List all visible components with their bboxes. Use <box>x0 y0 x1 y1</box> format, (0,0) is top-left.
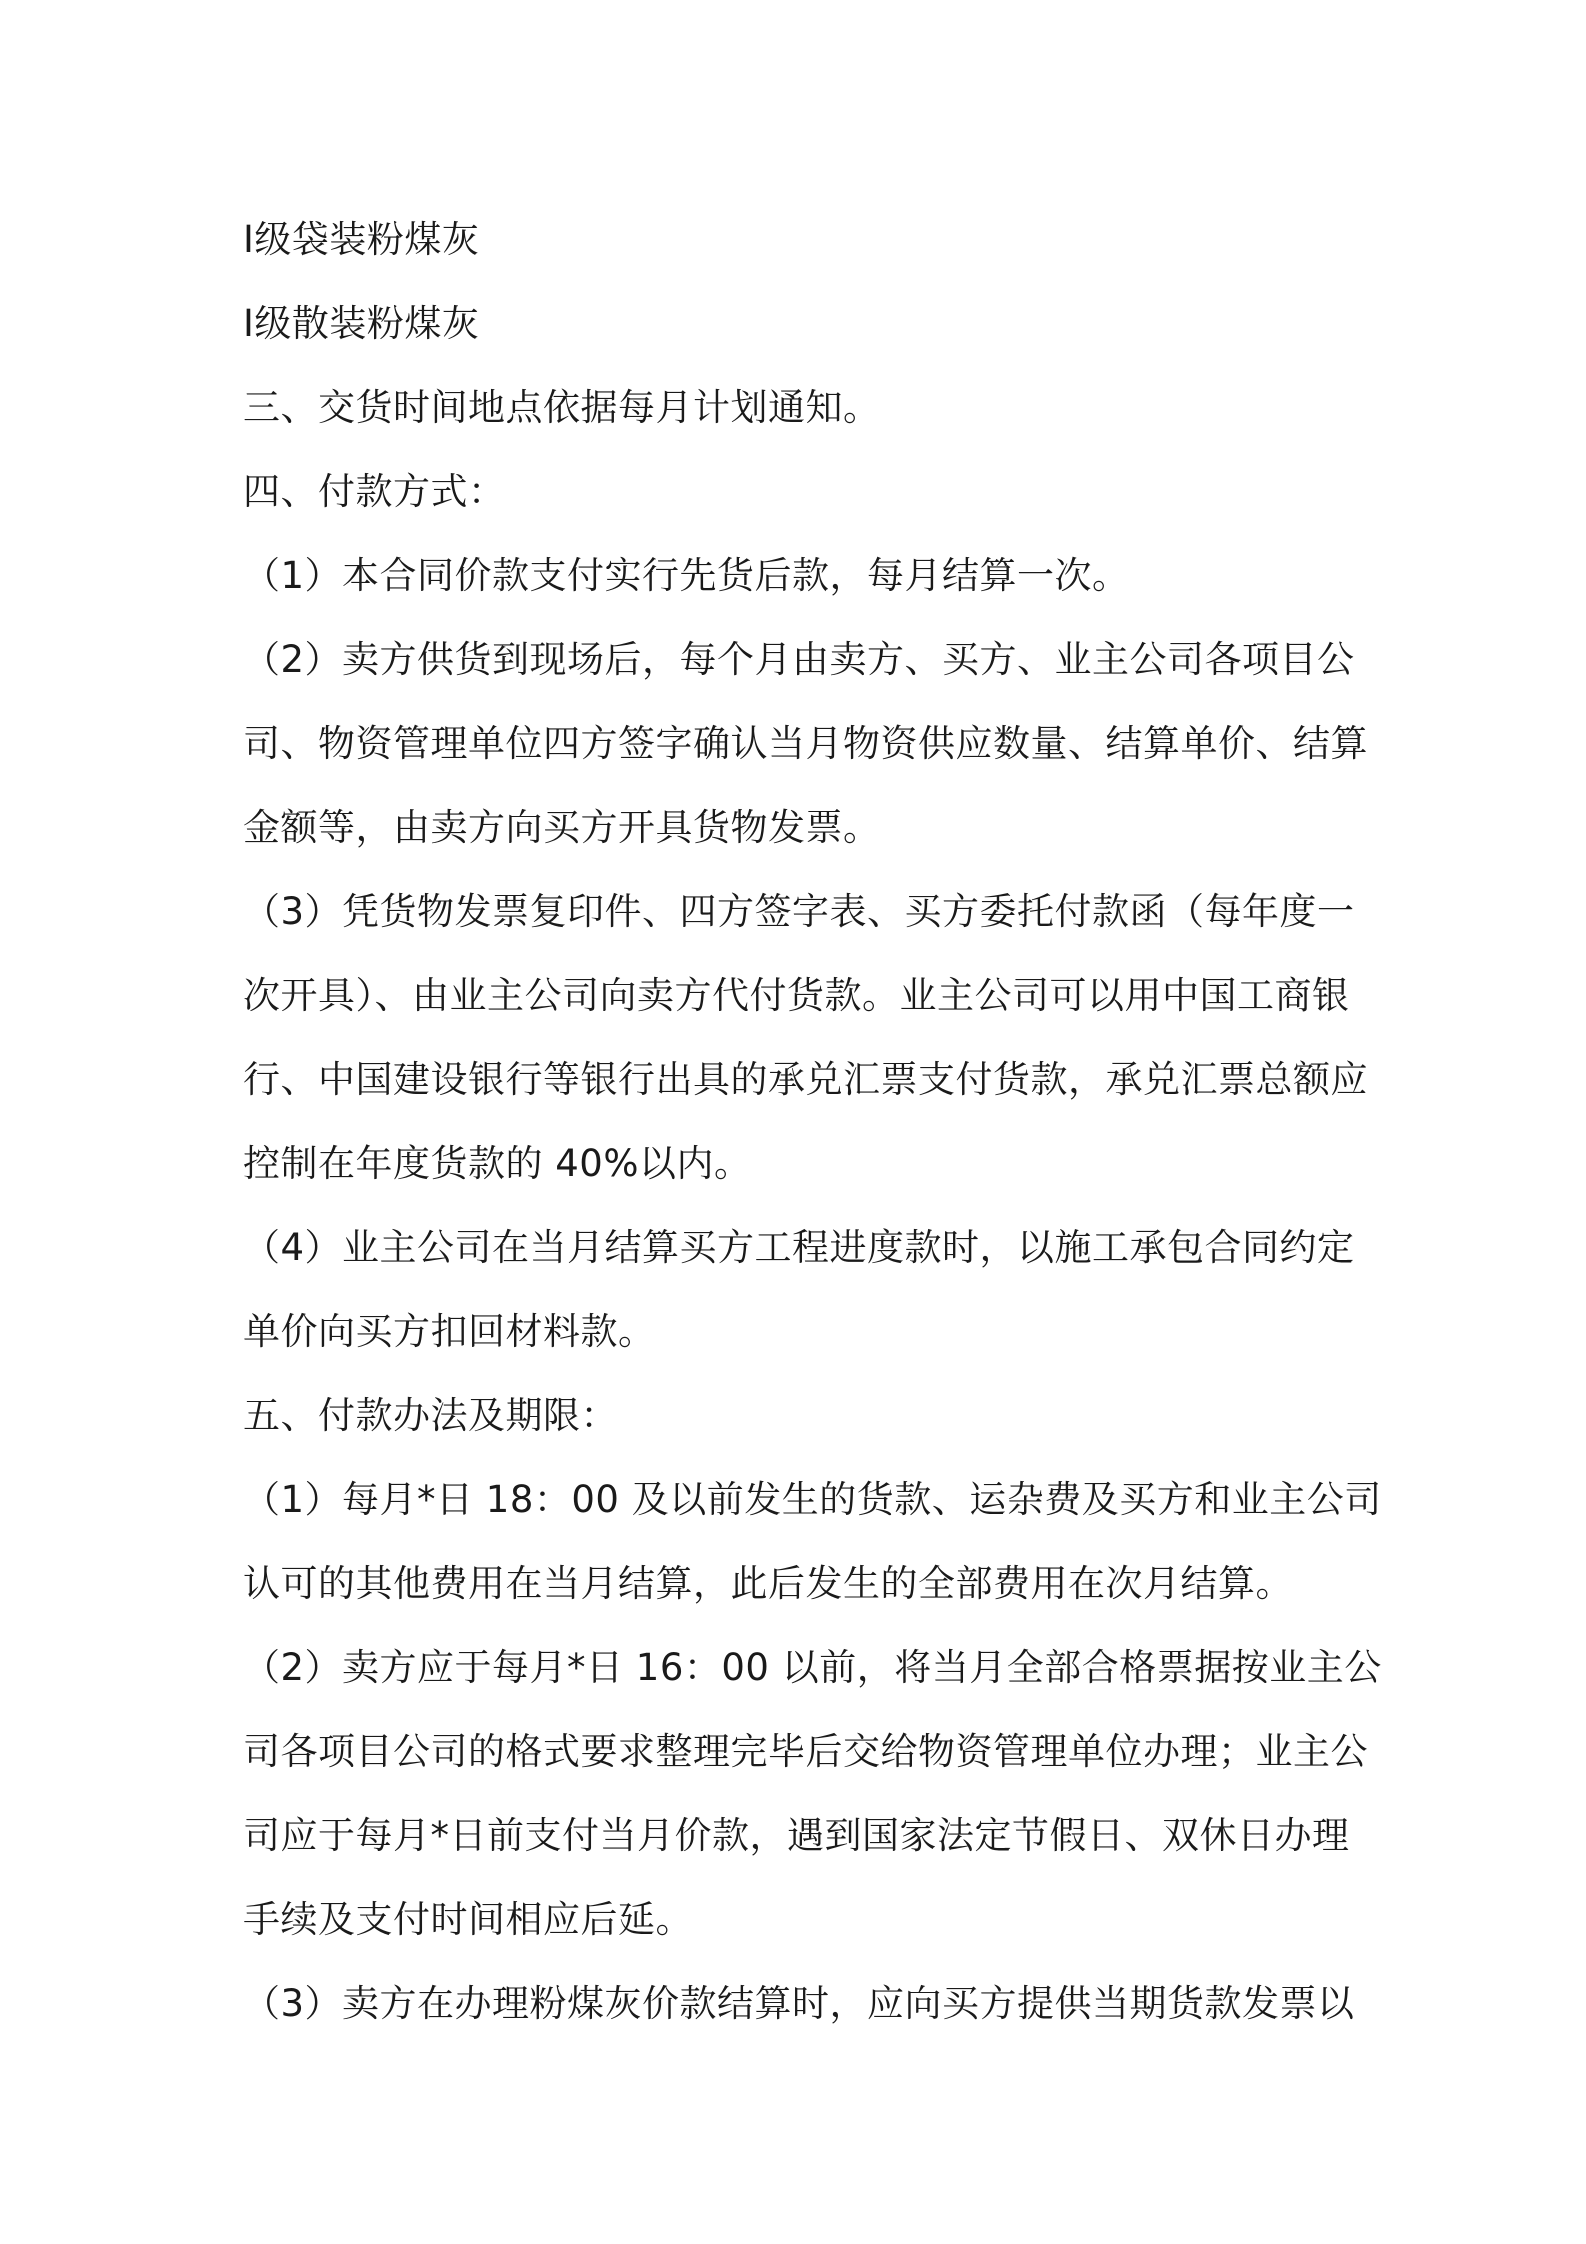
clause-terms-2-line-4: 手续及支付时间相应后延。 <box>243 1898 693 1941</box>
clause-payment-3-line-1: （3）凭货物发票复印件、四方签字表、买方委托付款函（每年度一 <box>243 890 1355 933</box>
clause-payment-2-line-2: 司、物资管理单位四方签字确认当月物资供应数量、结算单价、结算 <box>243 722 1368 765</box>
clause-terms-1-line-1: （1）每月*日 18：00 及以前发生的货款、运杂费及买方和业主公司 <box>243 1478 1382 1521</box>
document-body <box>243 198 1382 2046</box>
clause-payment-4-line-2: 单价向买方扣回材料款。 <box>243 1310 656 1353</box>
clause-payment-3-line-2: 次开具）、由业主公司向卖方代付货款。业主公司可以用中国工商银 <box>243 974 1350 1017</box>
clause-payment-3-line-4: 控制在年度货款的 40%以内。 <box>243 1142 752 1185</box>
clause-payment-4-line-1: （4）业主公司在当月结算买方工程进度款时，以施工承包合同约定 <box>243 1226 1355 1269</box>
clause-payment-3-line-3: 行、中国建设银行等银行出具的承兑汇票支付货款，承兑汇票总额应 <box>243 1058 1368 1101</box>
clause-terms-2-line-2: 司各项目公司的格式要求整理完毕后交给物资管理单位办理；业主公 <box>243 1730 1368 1773</box>
text-line-grade1-bagged: Ⅰ级袋装粉煤灰 <box>243 218 480 261</box>
text-line-grade1-bulk: Ⅰ级散装粉煤灰 <box>243 302 480 345</box>
clause-terms-2-line-1: （2）卖方应于每月*日 16：00 以前，将当月全部合格票据按业主公 <box>243 1646 1382 1689</box>
clause-payment-1: （1）本合同价款支付实行先货后款，每月结算一次。 <box>243 554 1130 597</box>
section-heading-payment-terms: 五、付款办法及期限： <box>243 1394 618 1437</box>
clause-payment-2-line-1: （2）卖方供货到现场后，每个月由卖方、买方、业主公司各项目公 <box>243 638 1355 681</box>
section-heading-payment-method: 四、付款方式： <box>243 470 506 513</box>
clause-terms-2-line-3: 司应于每月*日前支付当月价款，遇到国家法定节假日、双休日办理 <box>243 1814 1350 1857</box>
clause-payment-2-line-3: 金额等，由卖方向买方开具货物发票。 <box>243 806 881 849</box>
clause-terms-3-line-1: （3）卖方在办理粉煤灰价款结算时，应向买方提供当期货款发票以 <box>243 1982 1355 2025</box>
section-heading-delivery: 三、交货时间地点依据每月计划通知。 <box>243 386 881 429</box>
clause-terms-1-line-2: 认可的其他费用在当月结算，此后发生的全部费用在次月结算。 <box>243 1562 1293 1605</box>
